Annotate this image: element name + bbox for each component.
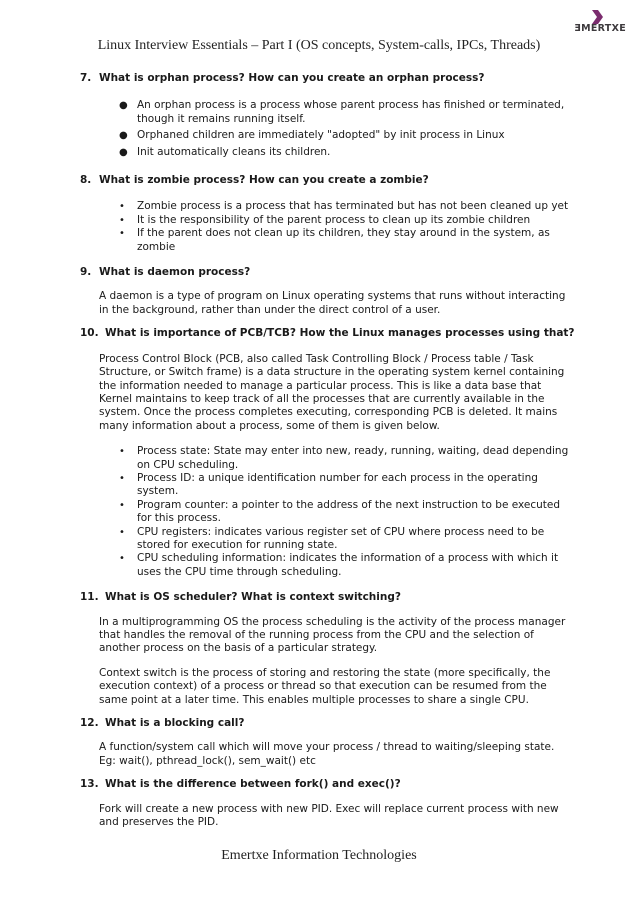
bullet-text: Zombie process is a process that has terminated but has not been cleaned up yet	[137, 200, 569, 213]
list-item	[99, 445, 575, 472]
question-text: What is OS scheduler? What is context switching?	[105, 591, 401, 604]
bullet-icon: •	[119, 472, 125, 484]
bullet-icon: ●	[119, 130, 128, 142]
bullet-icon: •	[119, 214, 125, 226]
logo-text: ƎMERTXE	[574, 23, 626, 34]
bullet-icon: •	[119, 553, 125, 565]
question-number: 8.	[80, 174, 92, 187]
bullet-icon: •	[119, 201, 125, 213]
list-item	[99, 227, 575, 254]
list-item	[99, 472, 575, 499]
list-item	[99, 526, 575, 553]
question-number: 7.	[80, 72, 92, 84]
bullet-text: Process ID: a unique identification number for each process in the operating system.	[137, 471, 538, 498]
bullet-text: If the parent does not clean up its children, they stay around in the system, as zombie	[137, 227, 550, 253]
question-7	[80, 72, 575, 85]
question-8	[80, 174, 575, 187]
list-item	[99, 552, 575, 579]
bullet-icon: •	[119, 446, 125, 458]
bullet-icon: ●	[119, 146, 128, 158]
bullet-text: CPU scheduling information: indicates the information of a process with which it uses the CPU time through scheduling.	[137, 552, 559, 578]
bullet-text: Init automatically cleans its children.	[137, 145, 331, 158]
bullet-text: An orphan process is a process whose parent process has finished or terminated, though it remains running itself.	[137, 99, 565, 125]
question-9	[80, 266, 575, 279]
answer-8-bullets	[80, 200, 575, 254]
question-13	[80, 778, 575, 791]
answer-7-bullets	[80, 99, 575, 159]
page-header-title: Linux Interview Essentials – Part I (OS concepts, System-calls, IPCs, Threads)	[97, 38, 541, 53]
question-11	[80, 591, 575, 604]
document-body	[80, 72, 575, 829]
question-text: What is a blocking call?	[105, 717, 245, 730]
list-item	[99, 214, 575, 227]
bullet-text: Program counter: a pointer to the address of the next instruction to be executed for this process.	[137, 498, 561, 525]
logo-chevron-icon	[590, 10, 604, 24]
bullet-icon: •	[119, 499, 125, 511]
question-number: 12.	[80, 717, 99, 730]
list-item	[99, 499, 575, 526]
answer-10-bullets	[80, 445, 575, 579]
question-text: What is the difference between fork() and exec()?	[105, 778, 401, 791]
page-footer: Emertxe Information Technologies	[221, 848, 417, 863]
list-item	[99, 99, 575, 126]
bullet-text: It is the responsibility of the parent process to clean up its zombie children	[137, 213, 531, 226]
list-item	[99, 200, 575, 213]
answer-13-paragraph: Fork will create a new process with new PID. Exec will replace current process with new and preserves the PID.	[99, 802, 559, 829]
question-text: What is zombie process? How can you create a zombie?	[99, 174, 429, 187]
question-text: What is importance of PCB/TCB? How the Linux manages processes using that?	[105, 327, 575, 340]
question-12	[80, 717, 575, 730]
answer-10-paragraph: Process Control Block (PCB, also called Task Controlling Block / Process table / Task Structure, or Switch frame) is a data structure in the operating system kernel containing the information needed to manage a particular process. This is like a data base that Kernel maintains to keep track of all the processes that are currently available in the system. Once the process completes executing, corresponding PCB is deleted. It mains many information about a process, some of them is given below.	[99, 352, 565, 432]
bullet-text: CPU registers: indicates various register set of CPU where process need to be stored for execution for running state.	[137, 525, 545, 551]
question-10	[80, 327, 575, 340]
list-item	[99, 129, 575, 142]
answer-12-paragraph: A function/system call which will move your process / thread to waiting/sleeping state.	[99, 741, 555, 754]
answer-11-paragraph: Context switch is the process of storing and restoring the state (more specifically, the execution context) of a process or thread so that execution can be resumed from the same point at a later time. This enables multiple processes to share a single CPU.	[99, 666, 551, 706]
question-number: 11.	[80, 591, 99, 604]
question-number: 13.	[80, 778, 99, 791]
question-number: 10.	[80, 327, 99, 340]
question-text: What is orphan process? How can you create an orphan process?	[99, 72, 485, 84]
bullet-text: Process state: State may enter into new, ready, running, waiting, dead depending on CPU scheduling.	[137, 445, 569, 471]
bullet-icon: •	[119, 526, 125, 538]
question-number: 9.	[80, 266, 92, 279]
bullet-icon: ●	[119, 100, 128, 112]
answer-12-paragraph: Eg: wait(), pthread_lock(), sem_wait() etc	[99, 754, 316, 767]
emertxe-logo	[570, 10, 626, 36]
bullet-text: Orphaned children are immediately "adopted" by init process in Linux	[137, 129, 505, 142]
answer-9-paragraph: A daemon is a type of program on Linux operating systems that runs without interacting in the background, rather than under the direct control of a user.	[99, 290, 566, 316]
list-item	[99, 146, 575, 159]
question-text: What is daemon process?	[99, 266, 251, 279]
bullet-icon: •	[119, 228, 125, 240]
answer-11-paragraph: In a multiprogramming OS the process scheduling is the activity of the process manager that handles the removal of the running process from the CPU and the selection of another process on the basis of a particular strategy.	[99, 615, 566, 655]
